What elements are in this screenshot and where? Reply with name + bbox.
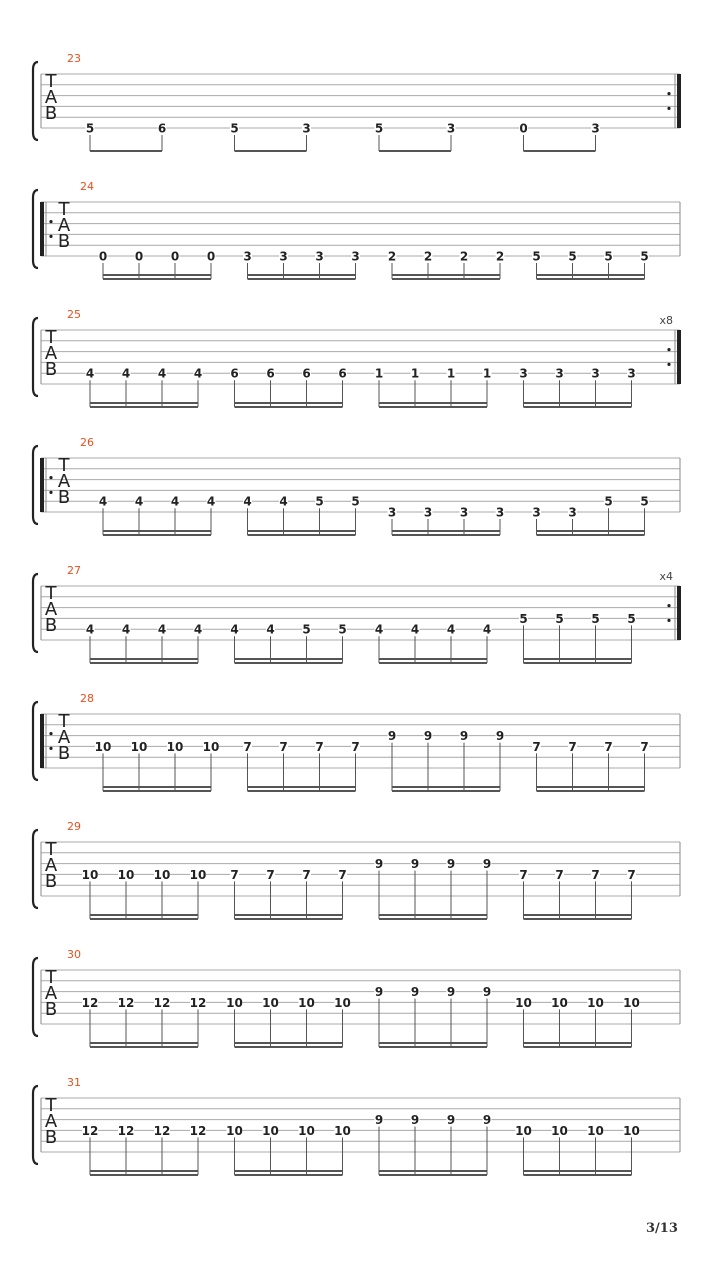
repeat-dot — [49, 491, 52, 494]
fret-number: 5 — [230, 121, 239, 136]
measure-number: 31 — [67, 1076, 81, 1089]
fret-number: 10 — [153, 867, 171, 882]
system-bracket — [33, 190, 38, 268]
fret-number: 4 — [157, 366, 167, 381]
fret-number: 5 — [351, 494, 360, 509]
tab-system — [33, 948, 680, 1047]
fret-number: 5 — [640, 249, 649, 264]
tab-letter-a: A — [44, 983, 58, 1004]
fret-number: 12 — [81, 1123, 99, 1138]
fret-number: 10 — [202, 739, 220, 754]
repeat-dot — [667, 619, 670, 622]
fret-number: 4 — [266, 622, 275, 637]
note-group — [375, 985, 492, 1047]
fret-number: 6 — [230, 366, 239, 381]
fret-number: 2 — [495, 249, 505, 264]
tab-letter-a: A — [44, 599, 58, 620]
fret-number: 10 — [81, 867, 99, 882]
fret-number: 9 — [482, 857, 492, 872]
fret-number: 10 — [226, 1123, 243, 1138]
fret-number: 9 — [410, 985, 420, 1000]
fret-number: 7 — [315, 739, 324, 754]
fret-number: 10 — [262, 995, 279, 1010]
fret-number: 12 — [117, 995, 135, 1010]
fret-number: 4 — [85, 366, 95, 381]
fret-number: 3 — [302, 121, 311, 136]
measure-number: 23 — [67, 52, 81, 65]
fret-number: 10 — [130, 739, 148, 754]
tab-system — [33, 564, 680, 663]
note-group — [226, 996, 351, 1047]
measure-number: 26 — [80, 436, 94, 449]
fret-number: 10 — [189, 867, 207, 882]
note-group — [519, 612, 636, 663]
fret-number: 4 — [446, 622, 456, 637]
tab-system — [33, 180, 680, 279]
fret-number: 9 — [374, 857, 384, 872]
note-group — [375, 1113, 492, 1175]
tab-letter-b: B — [44, 1127, 58, 1148]
repeat-dot — [667, 348, 670, 351]
fret-number: 6 — [266, 366, 275, 381]
fret-number: 12 — [153, 1123, 171, 1138]
repeat-dot — [49, 732, 52, 735]
tab-letter-b: B — [57, 487, 71, 508]
repeat-count: x4 — [659, 570, 673, 583]
fret-number: 7 — [243, 739, 252, 754]
measure-number: 29 — [67, 820, 81, 833]
fret-number: 7 — [351, 739, 360, 754]
tab-letter-b: B — [44, 103, 58, 124]
fret-number: 3 — [315, 249, 324, 264]
tab-letter-t: T — [45, 327, 57, 348]
fret-number: 9 — [423, 729, 433, 744]
fret-number: 10 — [515, 995, 532, 1010]
fret-number: 1 — [374, 366, 384, 381]
fret-number: 3 — [532, 505, 541, 520]
note-group — [388, 729, 505, 791]
note-group — [243, 740, 360, 791]
note-group — [230, 122, 311, 152]
tab-system — [33, 52, 680, 151]
fret-number: 9 — [410, 1113, 420, 1128]
fret-number: 3 — [459, 505, 469, 520]
note-group — [243, 250, 360, 280]
fret-number: 10 — [226, 995, 243, 1010]
fret-number: 9 — [374, 985, 384, 1000]
fret-number: 4 — [193, 622, 203, 637]
fret-number: 5 — [519, 611, 528, 626]
tab-letter-b: B — [44, 615, 58, 636]
fret-number: 7 — [532, 739, 541, 754]
fret-number: 3 — [351, 249, 360, 264]
fret-number: 3 — [519, 366, 528, 381]
tab-system — [33, 1076, 680, 1175]
tab-letter-b: B — [44, 359, 58, 380]
system-bracket — [33, 574, 38, 652]
fret-number: 9 — [446, 1113, 456, 1128]
fret-number: 6 — [338, 366, 347, 381]
system-bracket — [33, 62, 38, 140]
fret-number: 5 — [338, 622, 347, 637]
note-group — [532, 250, 649, 280]
tab-letter-b: B — [57, 231, 71, 252]
tab-letter-a: A — [57, 215, 71, 236]
fret-number: 5 — [568, 249, 577, 264]
fret-number: 12 — [117, 1123, 135, 1138]
fret-number: 7 — [230, 867, 239, 882]
fret-number: 10 — [623, 1123, 640, 1138]
repeat-dot — [667, 363, 670, 366]
fret-number: 12 — [153, 995, 171, 1010]
fret-number: 3 — [279, 249, 288, 264]
fret-number: 9 — [482, 985, 492, 1000]
fret-number: 3 — [423, 505, 433, 520]
fret-number: 7 — [568, 739, 577, 754]
note-group — [532, 740, 649, 791]
fret-number: 4 — [134, 494, 144, 509]
tab-letter-t: T — [45, 583, 57, 604]
fret-number: 4 — [121, 622, 131, 637]
fret-number: 4 — [85, 622, 95, 637]
fret-number: 9 — [482, 1113, 492, 1128]
fret-number: 5 — [302, 622, 311, 637]
measure-number: 27 — [67, 564, 81, 577]
fret-number: 9 — [374, 1113, 384, 1128]
fret-number: 10 — [117, 867, 135, 882]
fret-number: 10 — [551, 995, 568, 1010]
fret-number: 3 — [243, 249, 252, 264]
tab-system — [33, 692, 680, 791]
tab-letter-b: B — [57, 743, 71, 764]
fret-number: 10 — [334, 995, 351, 1010]
fret-number: 7 — [555, 867, 564, 882]
note-group — [82, 1124, 207, 1175]
repeat-dot — [667, 604, 670, 607]
fret-number: 2 — [387, 249, 397, 264]
fret-number: 9 — [446, 857, 456, 872]
fret-number: 5 — [604, 494, 613, 509]
tab-system — [33, 308, 680, 407]
fret-number: 10 — [623, 995, 640, 1010]
fret-number: 3 — [387, 505, 397, 520]
repeat-count: x8 — [659, 314, 673, 327]
tab-letter-t: T — [58, 199, 70, 220]
fret-number: 4 — [482, 622, 492, 637]
fret-number: 9 — [495, 729, 505, 744]
tab-letter-a: A — [57, 727, 71, 748]
tab-letter-t: T — [45, 71, 57, 92]
tab-letter-a: A — [44, 87, 58, 108]
fret-number: 4 — [206, 494, 216, 509]
fret-number: 10 — [94, 739, 112, 754]
tab-letter-b: B — [44, 871, 58, 892]
fret-number: 5 — [591, 611, 600, 626]
note-group — [375, 122, 456, 152]
fret-number: 12 — [189, 995, 207, 1010]
fret-number: 10 — [298, 995, 315, 1010]
note-group — [82, 868, 207, 919]
fret-number: 3 — [446, 121, 456, 136]
note-group — [515, 996, 640, 1047]
fret-number: 4 — [410, 622, 420, 637]
fret-number: 7 — [604, 739, 613, 754]
fret-number: 4 — [121, 366, 131, 381]
tab-letter-t: T — [58, 711, 70, 732]
system-bracket — [33, 318, 38, 396]
fret-number: 9 — [459, 729, 469, 744]
fret-number: 7 — [338, 867, 347, 882]
note-group — [82, 996, 207, 1047]
fret-number: 3 — [555, 366, 564, 381]
system-bracket — [33, 958, 38, 1036]
fret-number: 2 — [423, 249, 433, 264]
repeat-dot — [49, 747, 52, 750]
fret-number: 3 — [568, 505, 577, 520]
fret-number: 10 — [515, 1123, 532, 1138]
fret-number: 1 — [410, 366, 420, 381]
fret-number: 5 — [627, 611, 636, 626]
tab-system — [33, 436, 680, 535]
fret-number: 5 — [640, 494, 649, 509]
fret-number: 10 — [298, 1123, 315, 1138]
tab-system — [33, 820, 680, 919]
repeat-dot — [667, 107, 670, 110]
fret-number: 7 — [266, 867, 275, 882]
fret-number: 12 — [189, 1123, 207, 1138]
note-group — [230, 868, 347, 919]
fret-number: 3 — [591, 366, 600, 381]
system-bracket — [33, 446, 38, 524]
note-group — [388, 506, 505, 536]
fret-number: 3 — [627, 366, 636, 381]
tab-letter-a: A — [44, 343, 58, 364]
fret-number: 0 — [206, 249, 216, 264]
fret-number: 10 — [587, 995, 604, 1010]
fret-number: 2 — [459, 249, 469, 264]
fret-number: 0 — [170, 249, 180, 264]
fret-number: 5 — [374, 121, 384, 136]
note-group — [388, 250, 505, 280]
fret-number: 5 — [555, 611, 564, 626]
fret-number: 4 — [193, 366, 203, 381]
tab-letter-b: B — [44, 999, 58, 1020]
fret-number: 7 — [591, 867, 600, 882]
fret-number: 4 — [230, 622, 239, 637]
fret-number: 7 — [519, 867, 528, 882]
fret-number: 4 — [170, 494, 180, 509]
tab-letter-a: A — [44, 1111, 58, 1132]
fret-number: 5 — [604, 249, 613, 264]
fret-number: 6 — [157, 121, 167, 136]
tab-letter-a: A — [44, 855, 58, 876]
fret-number: 7 — [627, 867, 636, 882]
system-bracket — [33, 1086, 38, 1164]
fret-number: 9 — [410, 857, 420, 872]
fret-number: 7 — [302, 867, 311, 882]
fret-number: 9 — [387, 729, 397, 744]
fret-number: 3 — [591, 121, 600, 136]
fret-number: 0 — [519, 121, 528, 136]
fret-number: 5 — [85, 121, 95, 136]
fret-number: 5 — [315, 494, 324, 509]
fret-number: 10 — [334, 1123, 351, 1138]
note-group — [99, 250, 216, 280]
fret-number: 1 — [482, 366, 492, 381]
system-bracket — [33, 702, 38, 780]
fret-number: 10 — [166, 739, 184, 754]
tab-letter-t: T — [45, 967, 57, 988]
fret-number: 10 — [551, 1123, 568, 1138]
fret-number: 4 — [279, 494, 288, 509]
fret-number: 3 — [495, 505, 505, 520]
tab-letter-t: T — [58, 455, 70, 476]
fret-number: 1 — [446, 366, 456, 381]
fret-number: 0 — [98, 249, 108, 264]
fret-number: 10 — [587, 1123, 604, 1138]
fret-number: 0 — [134, 249, 144, 264]
fret-number: 9 — [446, 985, 456, 1000]
note-group — [95, 740, 220, 791]
fret-number: 12 — [81, 995, 99, 1010]
measure-number: 24 — [80, 180, 94, 193]
note-group — [226, 1124, 351, 1175]
system-bracket — [33, 830, 38, 908]
repeat-dot — [49, 220, 52, 223]
note-group — [86, 122, 167, 152]
fret-number: 7 — [640, 739, 649, 754]
fret-number: 5 — [532, 249, 541, 264]
fret-number: 4 — [374, 622, 384, 637]
measure-number: 28 — [80, 692, 94, 705]
fret-number: 4 — [243, 494, 252, 509]
measure-number: 30 — [67, 948, 81, 961]
fret-number: 4 — [157, 622, 167, 637]
repeat-dot — [667, 92, 670, 95]
repeat-dot — [49, 476, 52, 479]
tab-letter-t: T — [45, 839, 57, 860]
note-group — [515, 1124, 640, 1175]
fret-number: 7 — [279, 739, 288, 754]
note-group — [519, 868, 636, 919]
fret-number: 6 — [302, 366, 311, 381]
tab-letter-t: T — [45, 1095, 57, 1116]
tab-letter-a: A — [57, 471, 71, 492]
note-group — [375, 857, 492, 919]
fret-number: 10 — [262, 1123, 279, 1138]
measure-number: 25 — [67, 308, 81, 321]
note-group — [519, 122, 600, 152]
repeat-dot — [49, 235, 52, 238]
page-number: 3/13 — [646, 1221, 678, 1236]
fret-number: 4 — [98, 494, 108, 509]
